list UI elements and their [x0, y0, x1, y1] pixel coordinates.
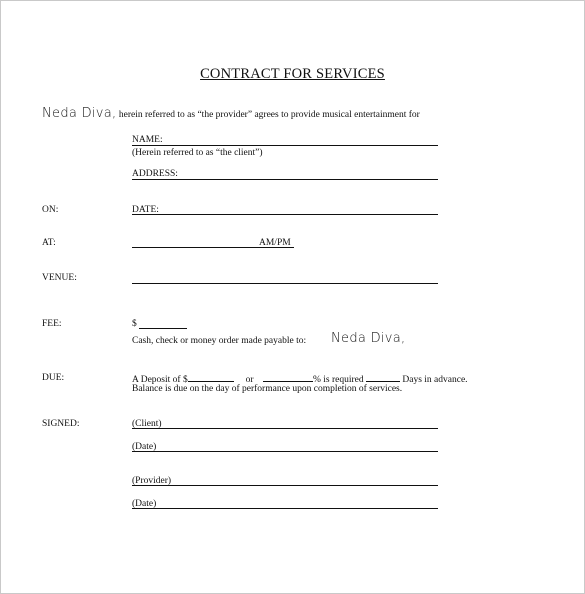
- client-signature-field[interactable]: [132, 428, 438, 429]
- date-label: DATE:: [132, 205, 159, 215]
- payment-text: Cash, check or money order made payable to:: [132, 336, 307, 346]
- provider-date-label: (Date): [132, 499, 157, 509]
- name-field[interactable]: [132, 145, 438, 146]
- fee-field[interactable]: [139, 328, 187, 329]
- address-field[interactable]: [132, 179, 438, 180]
- deposit-dollar: $: [182, 375, 188, 385]
- provider-signature-field[interactable]: [132, 485, 438, 486]
- deposit-percent-text: % is required: [312, 375, 364, 385]
- name-label: NAME:: [132, 135, 163, 145]
- payee-name: Neda Diva,: [331, 331, 406, 346]
- deposit-days-field[interactable]: [366, 373, 400, 382]
- intro-line: [42, 106, 420, 121]
- client-sig-label: (Client): [132, 419, 162, 429]
- contract-title: CONTRACT FOR SERVICES: [200, 66, 385, 82]
- at-label: AT:: [42, 238, 56, 248]
- signed-label: SIGNED:: [42, 419, 80, 429]
- deposit-percent-field[interactable]: [263, 373, 313, 382]
- due-label: DUE:: [42, 373, 65, 383]
- ampm-label: AM/PM: [259, 238, 291, 248]
- deposit-or: or: [245, 375, 254, 385]
- venue-field[interactable]: [132, 283, 438, 284]
- address-label: ADDRESS:: [132, 169, 178, 179]
- provider-date-field[interactable]: [132, 508, 438, 509]
- on-label: ON:: [42, 205, 59, 215]
- balance-text: Balance is due on the day of performance upon completion of services.: [132, 384, 403, 394]
- deposit-amount-field[interactable]: [188, 373, 234, 382]
- intro-text: herein referred to as “the provider” agrees to provide musical entertainment for: [118, 110, 420, 120]
- dollar-sign: $: [132, 319, 137, 329]
- client-note: (Herein referred to as “the client”): [132, 148, 263, 158]
- client-date-field[interactable]: [132, 451, 438, 452]
- provider-name: Neda Diva,: [42, 106, 117, 121]
- deposit-days-text: Days in advance.: [402, 375, 468, 385]
- deposit-text: A Deposit of: [132, 375, 181, 385]
- date-field[interactable]: [132, 214, 438, 215]
- venue-label: VENUE:: [42, 273, 77, 283]
- client-date-label: (Date): [132, 442, 157, 452]
- fee-label: FEE:: [42, 319, 62, 329]
- provider-sig-label: (Provider): [132, 476, 172, 486]
